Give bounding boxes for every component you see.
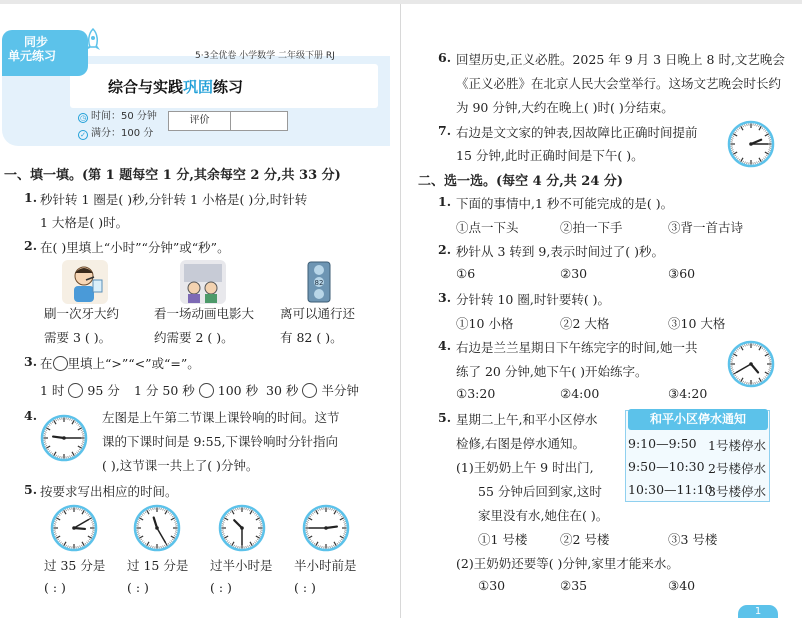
s1-q2-b-line1: 看一场动画电影大 (154, 306, 255, 321)
s2-q5-sub1-opt3: ③3 号楼 (668, 532, 718, 547)
full-score-text: 满分：100 分 (91, 128, 154, 139)
compare-circle-c[interactable] (302, 383, 317, 398)
s1-q5-number: 5. (24, 482, 38, 497)
title-part-c: 练习 (213, 78, 244, 96)
boy-brushing-icon (62, 260, 108, 304)
section1-title: 一、填一填。(第 1 题每空 1 分,其余每空 2 分,共 33 分) (4, 168, 341, 183)
section2-title: 二、选一选。(每空 4 分,共 24 分) (418, 174, 624, 189)
unit-tag-line1: 同步 (24, 35, 49, 49)
clock-center (62, 436, 66, 440)
clock-q7 (727, 120, 775, 171)
evaluation-label: 评价 (169, 112, 231, 130)
s1-q6-line1: 回望历史,正义必胜。2025 年 9 月 3 日晚上 8 时,文艺晚会 (456, 52, 785, 67)
clock-center (324, 526, 328, 530)
s1-q3-text-b: 里填上“>”“<”或“=”。 (67, 356, 200, 371)
clock-center (155, 526, 159, 530)
page-number: 1 (738, 605, 778, 618)
compare-circle-b[interactable] (199, 383, 214, 398)
s2-q4-opt3: ③4:20 (668, 386, 708, 401)
s2-q1-text: 下面的事情中,1 秒不可能完成的是( )。 (456, 196, 674, 211)
clock-center (72, 526, 76, 530)
s2-q1-opt2: ②拍一下手 (560, 220, 623, 235)
s1-q5-blank-4: ( : ) (294, 580, 316, 595)
s2-q2-opt1: ①6 (456, 266, 476, 281)
s2-q5-sub2-opt2: ②35 (560, 578, 588, 593)
s1-q5-label-1: 过 35 分是 (44, 558, 106, 573)
clock-q5-1 (50, 504, 98, 555)
water-notice-title: 和平小区停水通知 (628, 409, 768, 430)
s2-q3-number: 3. (438, 290, 452, 305)
s1-q6-line2: 《正义必胜》在北京人民大会堂举行。这场文艺晚会时长约 (456, 76, 782, 91)
notice-row-3-building: 3号楼停水 (708, 484, 766, 499)
s1-q3-compare-b (134, 381, 258, 399)
title-part-b: 巩固 (183, 78, 214, 96)
s2-q5-sub1-c: 家里没有水,她住在( )。 (478, 508, 609, 523)
s1-q4-line1: 左图是上午第二节课上课铃响的时间。这节 (102, 410, 340, 425)
s1-q2-a-line1: 刷一次牙大约 (44, 306, 120, 321)
compare-circle-sample (53, 356, 68, 371)
evaluation-box (168, 111, 288, 131)
s1-q2-b-line2: 约需要 2 ( )。 (154, 330, 234, 345)
clock-q5-3 (218, 504, 266, 555)
s1-q1-number: 1. (24, 190, 38, 205)
page-top-edge (0, 0, 802, 4)
s1-q7-line2: 15 分钟,此时正确时间是下午( )。 (456, 148, 644, 163)
s1-q2-text: 在( )里填上“小时”“分钟”或“秒”。 (40, 240, 230, 255)
s1-q4-line3: ( ),这节课一共上了( )分钟。 (102, 458, 259, 473)
compare-circle-a[interactable] (68, 383, 83, 398)
s1-q5-blank-3: ( : ) (210, 580, 232, 595)
notice-row-2-building: 2号楼停水 (708, 461, 766, 476)
s1-q5-label-4: 半小时前是 (294, 558, 357, 573)
full-score (78, 124, 153, 140)
clock-face (218, 504, 266, 552)
clock-icon: ◷ (79, 114, 87, 122)
page-gutter (400, 4, 401, 618)
movie-picture (180, 260, 226, 304)
s1-q6-number: 6. (438, 50, 452, 65)
s1-q3-c-left: 30 秒 (266, 383, 299, 398)
clock-q4 (40, 414, 88, 465)
s2-q5-sub1-a: (1)王奶奶上午 9 时出门, (456, 460, 594, 475)
s1-q3-compare-c (266, 381, 359, 399)
s2-q3-opt1: ①10 小格 (456, 316, 514, 331)
s2-q5-sub1-b: 55 分钟后回到家,这时 (478, 484, 602, 499)
clock-center (240, 526, 244, 530)
s2-q3-text: 分针转 10 圈,时针要转( )。 (456, 292, 611, 307)
s2-q1-opt3: ③背一首古诗 (668, 220, 744, 235)
time-limit-text: 时间：50 分钟 (91, 111, 157, 122)
s1-q3-a-left: 1 时 (40, 383, 65, 398)
s2-q2-opt2: ②30 (560, 266, 588, 281)
s1-q2-number: 2. (24, 238, 38, 253)
s1-q7-number: 7. (438, 123, 452, 138)
clock-face (133, 504, 181, 552)
kids-watching-movie-icon (180, 260, 226, 304)
s1-q3-b-right: 100 秒 (217, 383, 259, 398)
s2-q4-number: 4. (438, 338, 452, 353)
s2-q2-number: 2. (438, 242, 452, 257)
notice-row-1-time: 9:10—9:50 (628, 436, 697, 451)
unit-tag (2, 30, 88, 76)
clock-face (40, 414, 88, 462)
s1-q3-text-a: 在 (40, 356, 53, 371)
traffic-light-counter: 82 (314, 279, 324, 287)
s2-q1-opt1: ①点一下头 (456, 220, 519, 235)
s1-q4-line2: 课的下课时间是 9:55,下课铃响时分针指向 (102, 434, 339, 449)
book-info: 5·3全优卷 小学数学 二年级下册 RJ (195, 51, 335, 61)
s1-q5-blank-1: ( : ) (44, 580, 66, 595)
s2-q5-sub1-opt1: ①1 号楼 (478, 532, 528, 547)
clock-center (749, 142, 753, 146)
s2-q4-opt2: ②4:00 (560, 386, 600, 401)
s2-q5-sub2: (2)王奶奶还要等( )分钟,家里才能来水。 (456, 556, 679, 571)
clock-center (749, 362, 753, 366)
s2-q4-line2: 练了 20 分钟,她下午( )开始练字。 (456, 364, 648, 379)
s2-q5-sub1-opt2: ②2 号楼 (560, 532, 610, 547)
s1-q5-label-3: 过半小时是 (210, 558, 273, 573)
s2-q1-number: 1. (438, 194, 452, 209)
s1-q5-blank-2: ( : ) (127, 580, 149, 595)
s1-q1-line1: 秒针转 1 圈是( )秒,分针转 1 小格是( )分,时针转 (40, 192, 308, 207)
s1-q3-c-right: 半分钟 (321, 383, 359, 398)
s1-q3-compare-a (40, 381, 120, 399)
notice-row-1-building: 1号楼停水 (708, 438, 766, 453)
page-title (108, 76, 243, 97)
traffic-light-icon (296, 260, 342, 304)
s2-q2-text: 秒针从 3 转到 9,表示时间过了( )秒。 (456, 244, 665, 259)
s2-q3-opt3: ③10 大格 (668, 316, 726, 331)
s2-q5-sub2-opt1: ①30 (478, 578, 506, 593)
s1-q2-c-line2: 有 82 ( )。 (280, 330, 343, 345)
s2-q5-line2: 检修,右图是停水通知。 (456, 436, 585, 451)
s1-q3-b-left: 1 分 50 秒 (134, 383, 195, 398)
s1-q2-c-line1: 离可以通行还 (280, 306, 356, 321)
s2-q5-number: 5. (438, 410, 452, 425)
clock-face (727, 120, 775, 168)
s1-q3-number: 3. (24, 354, 38, 369)
s1-q7-line1: 右边是文文家的钟表,因故障比正确时间提前 (456, 125, 698, 140)
time-limit (78, 107, 157, 123)
clock-q5-4 (302, 504, 350, 555)
s2-q5-sub2-opt3: ③40 (668, 578, 696, 593)
clock-face (50, 504, 98, 552)
brushing-teeth-picture (62, 260, 108, 304)
clock-q5-2 (133, 504, 181, 555)
s2-q4-opt1: ①3:20 (456, 386, 496, 401)
s2-q5-line1: 星期二上午,和平小区停水 (456, 412, 598, 427)
s1-q5-text: 按要求写出相应的时间。 (40, 484, 178, 499)
s2-q4-line1: 右边是兰兰星期日下午练完字的时间,她一共 (456, 340, 698, 355)
s1-q5-label-2: 过 15 分是 (127, 558, 189, 573)
clock-face (727, 340, 775, 388)
s1-q6-line3: 为 90 分钟,大约在晚上( )时( )分结束。 (456, 100, 674, 115)
unit-tag-line2: 单元练习 (8, 49, 57, 63)
clock-face (302, 504, 350, 552)
clock-s2-q4 (727, 340, 775, 391)
rocket-icon (84, 28, 102, 54)
traffic-light-picture (296, 260, 342, 304)
s2-q2-opt3: ③60 (668, 266, 696, 281)
notice-row-2-time: 9:50—10:30 (628, 459, 705, 474)
s1-q3-a-right: 95 分 (87, 383, 120, 398)
s1-q4-number: 4. (24, 408, 38, 423)
notice-row-3-time: 10:30—11:10 (628, 482, 713, 497)
s1-q3-text (40, 354, 200, 372)
title-part-a: 综合与实践 (108, 78, 184, 96)
check-icon: ✓ (78, 130, 88, 140)
s1-q1-line2: 1 大格是( )时。 (40, 215, 129, 230)
s1-q2-a-line2: 需要 3 ( )。 (44, 330, 112, 345)
s2-q3-opt2: ②2 大格 (560, 316, 610, 331)
